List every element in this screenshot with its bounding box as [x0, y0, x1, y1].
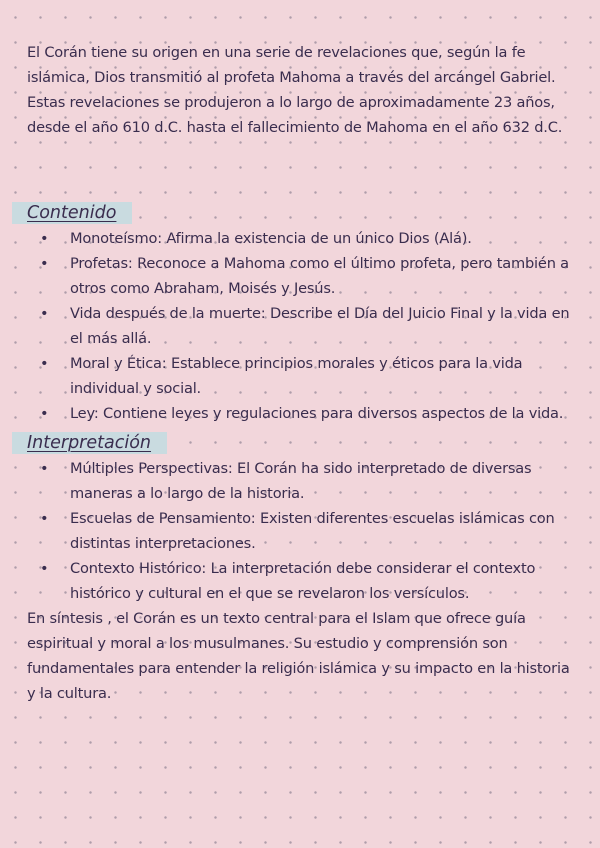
interpretacion-list: [27, 456, 575, 606]
contenido-list: [27, 226, 575, 426]
heading-contenido-label: Contenido: [12, 202, 132, 224]
list-item: [27, 251, 575, 301]
list-item: [27, 301, 575, 351]
bullet-icon: •: [40, 255, 49, 272]
document-page: [27, 40, 575, 706]
bullet-icon: •: [40, 510, 49, 527]
bullet-icon: •: [40, 355, 49, 372]
list-item: [27, 401, 575, 426]
list-item-text: Profetas: Reconoce a Mahoma como el último profeta, pero también a otros como Abraham, Moisés y Jesús.: [70, 255, 569, 297]
bullet-icon: •: [40, 460, 49, 477]
summary-paragraph: En síntesis , el Corán es un texto central para el Islam que ofrece guía espiritual y moral a los musulmanes. Su estudio y comprensión son fundamentales para entender la religión islámica y su impacto en la historia y la cultura.: [27, 610, 570, 702]
list-item-text: Múltiples Perspectivas: El Corán ha sido interpretado de diversas maneras a lo largo de la historia.: [70, 460, 532, 502]
list-item: [27, 351, 575, 401]
list-item-text: Vida después de la muerte: Describe el Día del Juicio Final y la vida en el más allá.: [70, 305, 570, 347]
list-item: [27, 556, 575, 606]
bullet-icon: •: [40, 405, 49, 422]
section-heading-contenido: [12, 202, 575, 226]
heading-interpretacion-label: Interpretación: [12, 432, 167, 454]
intro-paragraph: El Corán tiene su origen en una serie de revelaciones que, según la fe islámica, Dios transmitió al profeta Mahoma a través del arcángel Gabriel. Estas revelaciones se produjeron a lo largo de aproximadamente 23 años, desde el año 610 d.C. hasta el fallecimiento de Mahoma en el año 632 d.C.: [27, 44, 563, 136]
bullet-icon: •: [40, 560, 49, 577]
list-item-text: Escuelas de Pensamiento: Existen diferentes escuelas islámicas con distintas interpretaciones.: [70, 510, 555, 552]
list-item-text: Moral y Ética: Establece principios morales y éticos para la vida individual y social.: [70, 355, 523, 397]
list-item-text: Contexto Histórico: La interpretación debe considerar el contexto histórico y cultural en el que se revelaron los versículos.: [70, 560, 536, 602]
section-heading-interpretacion: [12, 432, 575, 456]
list-item-text: Monoteísmo: Afirma la existencia de un único Dios (Alá).: [70, 230, 472, 247]
list-item-text: Ley: Contiene leyes y regulaciones para diversos aspectos de la vida.: [70, 405, 564, 422]
list-item: [27, 506, 575, 556]
bullet-icon: •: [40, 230, 49, 247]
list-item: [27, 226, 575, 251]
bullet-icon: •: [40, 305, 49, 322]
list-item: [27, 456, 575, 506]
